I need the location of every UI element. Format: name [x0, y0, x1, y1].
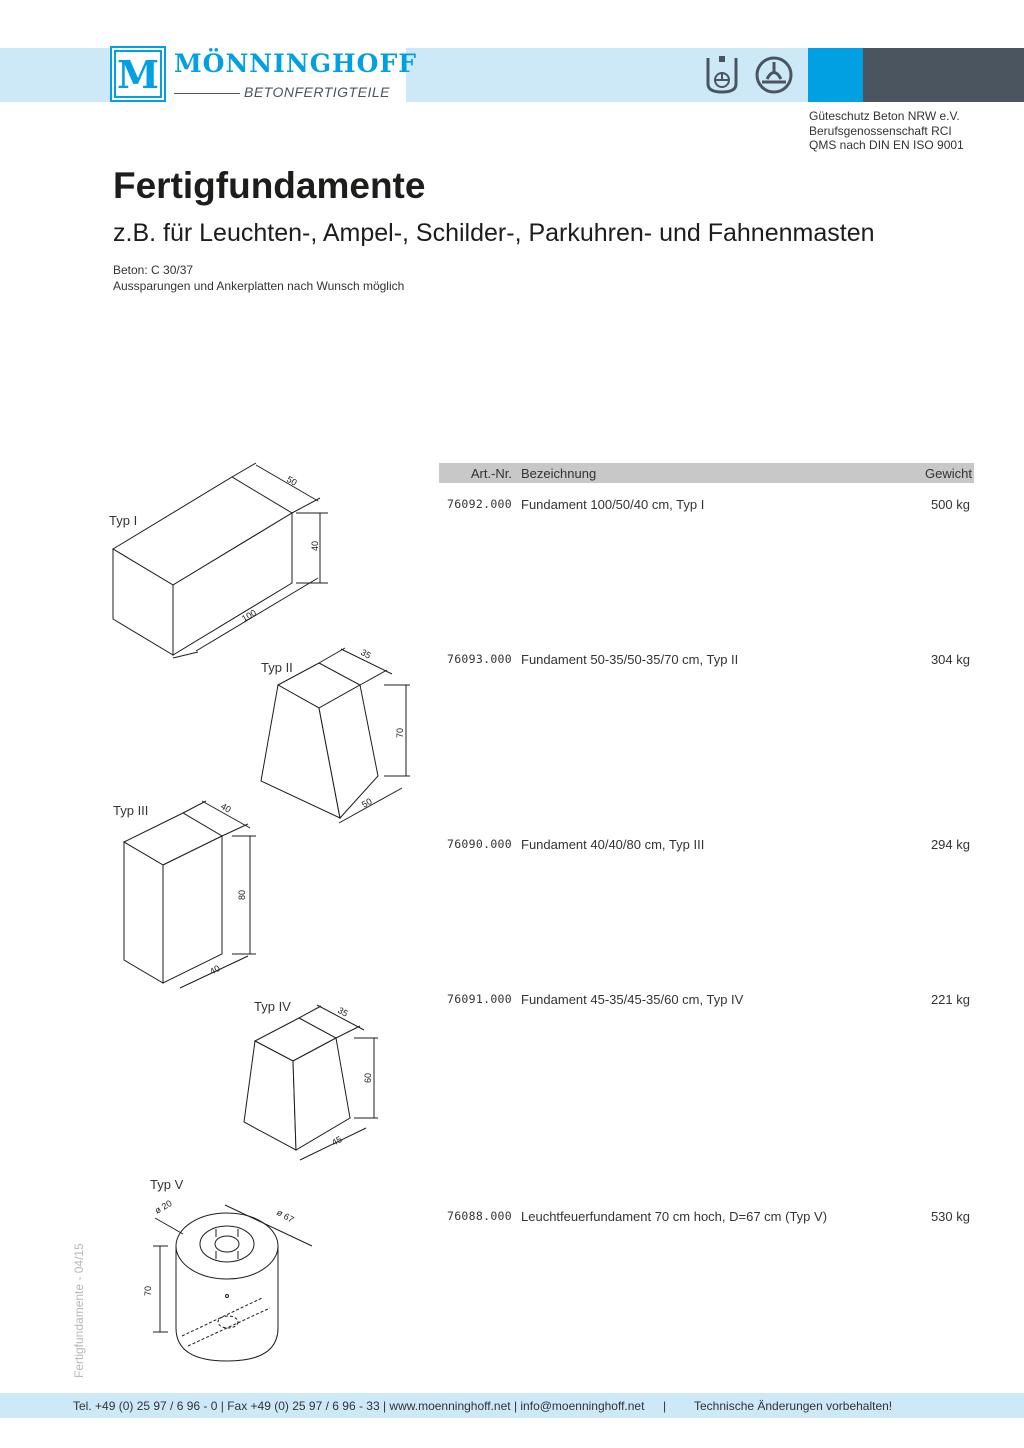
- typ-4-dim-base: 45: [330, 1134, 344, 1148]
- typ-5-dim-height: 70: [143, 1285, 153, 1296]
- typ-1-dim-height: 40: [310, 540, 320, 551]
- typ-1-dim-length: 100: [240, 607, 259, 624]
- footer-disclaimer: Technische Änderungen vorbehalten!: [694, 1399, 893, 1413]
- quality-notes: [809, 109, 964, 153]
- gewicht: 304 kg: [930, 652, 970, 667]
- typ-2-dim-top: 35: [359, 647, 373, 661]
- art-nr: 76093.000: [446, 652, 512, 666]
- spec-notes: [113, 262, 404, 294]
- table-row: [439, 1209, 974, 1227]
- col-header-bezeichnung: Bezeichnung: [521, 466, 597, 481]
- gewicht: 500 kg: [930, 497, 970, 512]
- logo-mark-icon: [110, 46, 166, 102]
- typ-3-label: Typ III: [113, 803, 149, 818]
- drawing-typ-4: [244, 1005, 378, 1160]
- footer: [0, 1393, 1024, 1418]
- typ-3-dim-base: 40: [208, 963, 222, 977]
- typ-3-dim-height: 80: [237, 889, 247, 900]
- bezeichnung: Fundament 45-35/45-35/60 cm, Typ IV: [521, 992, 744, 1007]
- typ-5-dim-outer: ø 67: [275, 1207, 296, 1225]
- typ-5-dim-inner: ø 20: [153, 1198, 174, 1216]
- typ-1-label: Typ I: [109, 513, 138, 528]
- typ-2-dim-base: 50: [360, 796, 374, 810]
- logo-name: MÖNNINGHOFF: [174, 49, 417, 78]
- art-nr: 76088.000: [446, 1209, 512, 1223]
- guetezeichen-beton-icon: [700, 52, 744, 98]
- bezeichnung: Fundament 50-35/50-35/70 cm, Typ II: [521, 652, 739, 667]
- typ-4-label: Typ IV: [254, 999, 291, 1014]
- typ-4-dim-height: 60: [363, 1072, 373, 1083]
- spec-note: Beton: C 30/37: [113, 263, 194, 277]
- table-row: [439, 837, 974, 855]
- quality-note: Güteschutz Beton NRW e.V.: [809, 109, 960, 123]
- gewicht: 294 kg: [930, 837, 970, 852]
- footer-separator: |: [663, 1399, 667, 1413]
- page-title: Fertigfundamente: [113, 165, 426, 206]
- spec-note: Aussparungen und Ankerplatten nach Wunsch möglich: [113, 279, 405, 293]
- page-subtitle: z.B. für Leuchten-, Ampel-, Schilder-, Parkuhren- und Fahnenmasten: [113, 219, 875, 247]
- typ-3-dim-top: 40: [219, 801, 233, 815]
- art-nr: 76091.000: [446, 992, 512, 1006]
- quality-note: Berufsgenossenschaft RCI: [809, 123, 952, 138]
- bezeichnung: Fundament 40/40/80 cm, Typ III: [521, 837, 705, 852]
- art-nr: 76090.000: [446, 837, 512, 851]
- gewicht: 530 kg: [930, 1209, 970, 1224]
- svg-text:M: M: [116, 52, 160, 97]
- typ-2-dim-height: 70: [395, 727, 405, 738]
- table-row: [439, 497, 974, 515]
- gewicht: 221 kg: [930, 992, 970, 1007]
- drawing-typ-1: [113, 463, 328, 658]
- table-header: [439, 463, 974, 483]
- bezeichnung: Fundament 100/50/40 cm, Typ I: [521, 497, 705, 512]
- typ-4-dim-top: 35: [336, 1005, 350, 1019]
- typ-5-label: Typ V: [150, 1177, 184, 1192]
- typ-2-label: Typ II: [261, 660, 293, 675]
- company-logo: [110, 46, 417, 104]
- header-accent-blue: [808, 48, 863, 102]
- table-row: [439, 992, 974, 1010]
- header-accent-dark: [863, 48, 1024, 102]
- foundation-drawings: [0, 440, 440, 1380]
- col-header-art-nr: Art.-Nr.: [470, 466, 512, 481]
- footer-contact: Tel. +49 (0) 25 97 / 6 96 - 0 | Fax +49 (0) 25 97 / 6 96 - 33 | www.moenninghoff.net | info@moenninghoff.net: [73, 1399, 645, 1413]
- art-nr: 76092.000: [446, 497, 512, 511]
- rci-safety-icon: [752, 52, 796, 98]
- drawing-typ-5: [153, 1205, 312, 1361]
- col-header-gewicht: Gewicht: [925, 466, 972, 481]
- logo-subtitle: BETONFERTIGTEILE: [244, 84, 390, 100]
- typ-1-dim-width: 50: [285, 474, 299, 488]
- quality-note: QMS nach DIN EN ISO 9001: [809, 138, 964, 152]
- side-label: Fertigfundamente - 04/15: [72, 1243, 86, 1378]
- logo-divider: [174, 93, 240, 94]
- bezeichnung: Leuchtfeuerfundament 70 cm hoch, D=67 cm (Typ V): [521, 1209, 828, 1224]
- table-row: [439, 652, 974, 670]
